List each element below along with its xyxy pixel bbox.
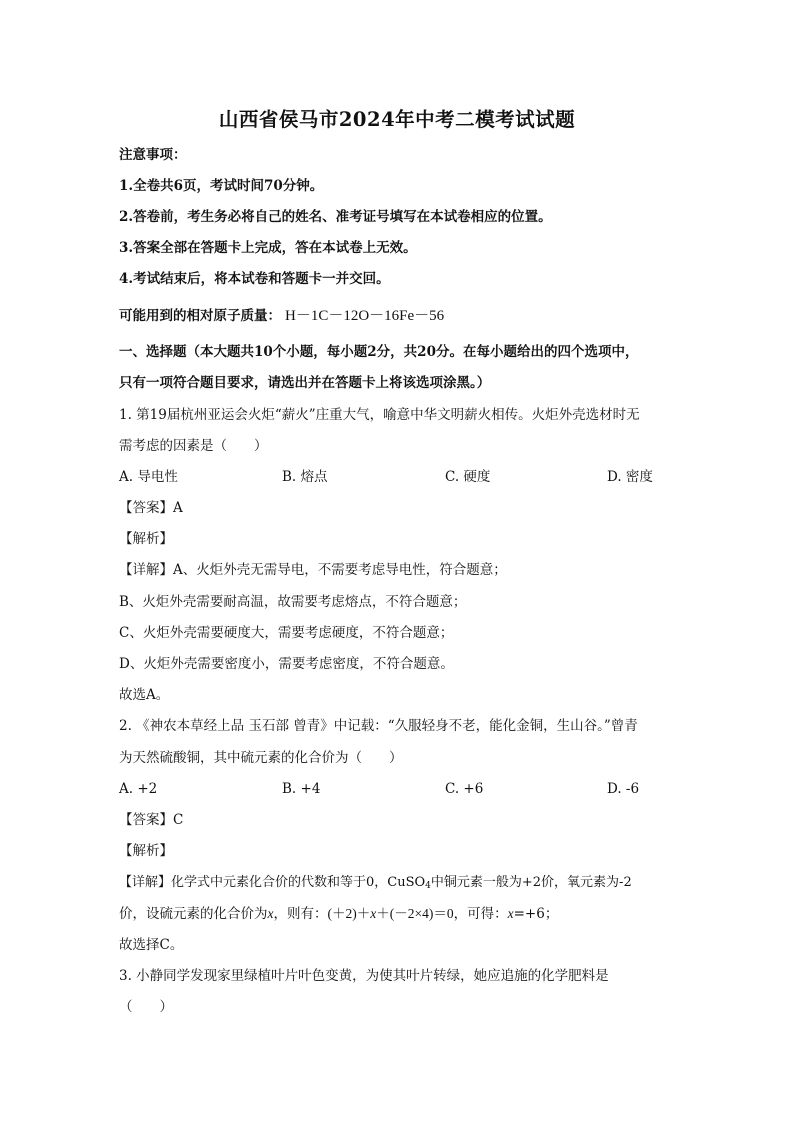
q1-stem-line1: 1. 第19届杭州亚运会火炬“薪火”庄重大气，喻意中华文明薪火相传。火炬外壳选材时无 xyxy=(119,407,640,423)
page-title: 山西省侯马市2024年中考二模考试试题 xyxy=(218,108,576,131)
q1-detail: 【详解】A、火炬外壳无需导电，不需要考虑导电性，符合题意； xyxy=(119,562,507,578)
q1-stem-line2: 需考虑的因素是（ ） xyxy=(119,438,268,454)
q2-detail-text: 价，设硫元素的化合价为 xyxy=(119,906,268,922)
q2-variable: x xyxy=(267,906,274,921)
q1-option-b: B. 熔点 xyxy=(282,469,328,485)
q2-formula-subscript: 4 xyxy=(425,881,431,891)
q1-option-a: A. 导电性 xyxy=(119,469,178,485)
q2-answer: 【答案】C xyxy=(119,812,184,828)
q2-option-b: B. +4 xyxy=(282,781,321,797)
q2-variable: x xyxy=(507,906,514,921)
q2-equation-part: ＋(－2×4)＝0 xyxy=(376,906,454,921)
section1-line2: 只有一项符合题目要求，请选出并在答题卡上将该选项涂黑。） xyxy=(119,375,491,391)
q2-stem-line2: 为天然硫酸铜，其中硫元素的化合价为（ ） xyxy=(119,750,403,766)
q2-conclusion: 故选择C。 xyxy=(119,937,184,953)
q1-conclusion: 故选A。 xyxy=(119,687,170,703)
q2-detail-text: ，则有： xyxy=(273,906,328,922)
notes-heading: 注意事项： xyxy=(119,147,187,163)
q2-option-c: C. +6 xyxy=(445,781,484,797)
q1-option-d: D. 密度 xyxy=(607,469,653,485)
q1-option-c: C. 硬度 xyxy=(445,469,491,485)
q2-detail-line1 xyxy=(119,873,632,893)
q2-option-d: D. -6 xyxy=(607,781,640,797)
q1-detail: C、火炬外壳需要硬度大，需要考虑硬度，不符合题意； xyxy=(119,625,454,641)
q1-detail: D、火炬外壳需要密度小，需要考虑密度，不符合题意。 xyxy=(119,656,454,672)
q2-equation-part: (＋2)＋ xyxy=(327,906,371,921)
atomic-mass-line xyxy=(119,306,444,326)
q3-stem-line1: 3. 小静同学发现家里绿植叶片叶色变黄，为使其叶片转绿，她应追施的化学肥料是 xyxy=(119,968,609,984)
q2-option-a: A. +2 xyxy=(119,781,158,797)
q2-detail-line2 xyxy=(119,904,558,924)
q1-analysis: 【解析】 xyxy=(119,531,173,547)
q2-detail-text: 中铜元素一般为+2价，氧元素为-2 xyxy=(430,875,632,890)
note-item: 4.考试结束后，将本试卷和答题卡一并交回。 xyxy=(119,271,390,287)
q2-detail-text: 【详解】化学式中元素化合价的代数和等于0，CuSO xyxy=(119,875,426,890)
q2-stem-line1: 2. 《神农本草经上品 玉石部 曾青》中记载：“久服轻身不老，能化金铜，生山谷。”曾青 xyxy=(119,718,638,734)
note-item: 2.答卷前，考生务必将自己的姓名、准考证号填写在本试卷相应的位置。 xyxy=(119,209,552,225)
q2-result: =+6； xyxy=(513,906,559,922)
note-item: 1.全卷共6页，考试时间70分钟。 xyxy=(119,178,324,194)
q2-analysis: 【解析】 xyxy=(119,843,173,859)
q2-detail-text: ，可得： xyxy=(453,906,508,922)
q1-answer: 【答案】A xyxy=(119,500,183,516)
atomic-mass-label: 可能用到的相对原子质量： xyxy=(119,308,281,324)
atomic-mass-formula: H－1C－12O－16Fe－56 xyxy=(285,308,445,324)
section1-line1: 一、选择题（本大题共10个小题，每小题2分，共20分。在每小题给出的四个选项中， xyxy=(119,344,639,360)
note-item: 3.答案全部在答题卡上完成，答在本试卷上无效。 xyxy=(119,240,417,256)
q3-stem-line2: （ ） xyxy=(119,999,173,1015)
q1-detail: B、火炬外壳需要耐高温，故需要考虑熔点，不符合题意； xyxy=(119,594,467,610)
q2-variable: x xyxy=(370,906,377,921)
